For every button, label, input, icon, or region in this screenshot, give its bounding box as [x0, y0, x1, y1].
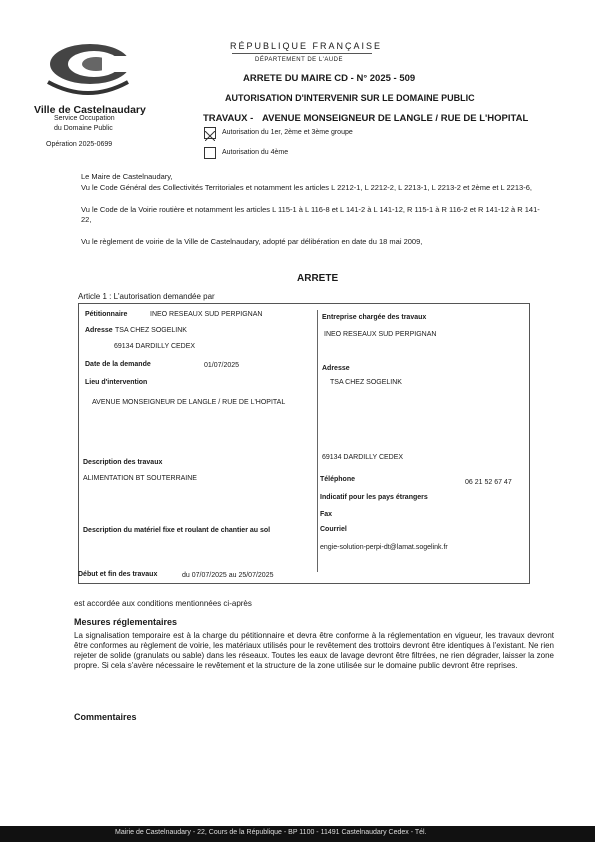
accordee-text: est accordée aux conditions mentionnées ci-après — [74, 599, 252, 608]
entreprise-label: Entreprise chargée des travaux — [322, 314, 427, 321]
petitionnaire-label: Pétitionnaire — [85, 311, 128, 318]
travaux-label: TRAVAUX - — [203, 113, 254, 124]
checkbox-groupe-4-label: Autorisation du 4ème — [222, 149, 289, 156]
checkbox-groupe-1-2-3[interactable] — [204, 127, 216, 139]
departement-heading: DÉPARTEMENT DE L'AUDE — [255, 57, 343, 63]
city-name: Ville de Castelnaudary — [34, 104, 146, 116]
autorisation-title: AUTORISATION D'INTERVENIR SUR LE DOMAINE PUBLIC — [225, 93, 475, 103]
header-divider — [232, 53, 372, 54]
travaux-location: AVENUE MONSEIGNEUR DE LANGLE / RUE DE L'HOPITAL — [261, 113, 529, 124]
intro-cgct: Vu le Code Général des Collectivités Territoriales et notamment les articles L 2212-1, L 2212-2, L 2213-1, L 2213-2 et 2ème et L 2213-6, — [81, 183, 532, 192]
indicatif-label: Indicatif pour les pays étrangers — [320, 494, 428, 501]
description-travaux-value: ALIMENTATION BT SOUTERRAINE — [83, 475, 197, 482]
city-logo — [38, 42, 134, 104]
petitionnaire-value: INEO RESEAUX SUD PERPIGNAN — [150, 311, 263, 318]
date-demande-value: 01/07/2025 — [204, 362, 240, 369]
entreprise-value: INEO RESEAUX SUD PERPIGNAN — [324, 331, 437, 338]
date-demande-label: Date de la demande — [85, 361, 151, 368]
telephone-label: Téléphone — [320, 476, 356, 483]
fax-label: Fax — [320, 511, 333, 518]
footer-text: Mairie de Castelnaudary - 22, Cours de la République - BP 1100 - 11491 Castelnaudary Cedex - Tél. — [115, 829, 427, 836]
intro-reglement: Vu le règlement de voirie de la Ville de Castelnaudary, adopté par délibération en date du 18 mai 2009, — [81, 237, 423, 246]
city-value-right: 69134 DARDILLY CEDEX — [322, 454, 404, 461]
castelnaudary-logo-icon — [38, 42, 134, 104]
checkbox-groupe-4[interactable] — [204, 147, 216, 159]
adresse-value-left: TSA CHEZ SOGELINK — [115, 327, 187, 334]
service-line-1: Service Occupation — [54, 115, 115, 122]
adresse-label-left: Adresse — [85, 327, 113, 334]
adresse-label-right: Adresse — [322, 365, 350, 372]
check-mark-icon — [205, 131, 215, 141]
intro-maire: Le Maire de Castelnaudary, — [81, 172, 173, 181]
service-line-2: du Domaine Public — [54, 125, 113, 132]
commentaires-title: Commentaires — [74, 712, 137, 722]
travaux-title — [203, 113, 528, 124]
courriel-label: Courriel — [320, 526, 347, 533]
operation-number: Opération 2025-0699 — [46, 141, 113, 148]
article-1: Article 1 : L'autorisation demandée par — [78, 292, 215, 301]
telephone-value: 06 21 52 67 47 — [465, 479, 512, 486]
lieu-intervention-value: AVENUE MONSEIGNEUR DE LANGLE / RUE DE L'HOPITAL — [92, 399, 286, 406]
adresse-value-right: TSA CHEZ SOGELINK — [330, 379, 402, 386]
republique-heading: RÉPUBLIQUE FRANÇAISE — [230, 41, 383, 51]
dates-travaux-label: Début et fin des travaux — [78, 571, 158, 578]
box-column-divider — [317, 310, 318, 572]
lieu-intervention-label: Lieu d'intervention — [85, 379, 148, 386]
arrete-heading: ARRETE — [297, 273, 339, 284]
description-travaux-label: Description des travaux — [83, 459, 163, 466]
mesures-text: La signalisation temporaire est à la charge du pétitionnaire et devra être conforme à la réglementation en vigueur, les travaux devront être conformes au règlement de voirie, les matériaux utilisés pour le revêtement des trottoirs devront être identiques à l'existant. Ne rien rejeter de solide (granulats ou sable) dans les réseaux. Toutes les eaux de lavage devront être filtrées, ne rien dégrader, laisser la zone propre. Si cela s'avère nécessaire le revêtement et la structure de la zone utilisée sur le domaine public devront être reprises. — [74, 631, 554, 670]
mesures-title: Mesures réglementaires — [74, 617, 178, 627]
adresse-city-left: 69134 DARDILLY CEDEX — [114, 343, 196, 350]
materiel-label: Description du matériel fixe et roulant de chantier au sol — [83, 527, 271, 534]
arrete-number-title: ARRETE DU MAIRE CD - N° 2025 - 509 — [243, 73, 416, 84]
page-footer — [0, 826, 595, 842]
courriel-value: engie-solution-perpi-dt@lamat.sogelink.fr — [320, 544, 448, 551]
intro-voirie: Vu le Code de la Voirie routière et notamment les articles L 115-1 à L 116-8 et L 141-2 à L 141-12, R 115-1 à R 116-2 et R 141-12 à R 141-22, — [81, 205, 540, 224]
dates-travaux-value: du 07/07/2025 au 25/07/2025 — [182, 572, 274, 579]
checkbox-groupe-1-2-3-label: Autorisation du 1er, 2ème et 3ème groupe — [222, 129, 353, 136]
